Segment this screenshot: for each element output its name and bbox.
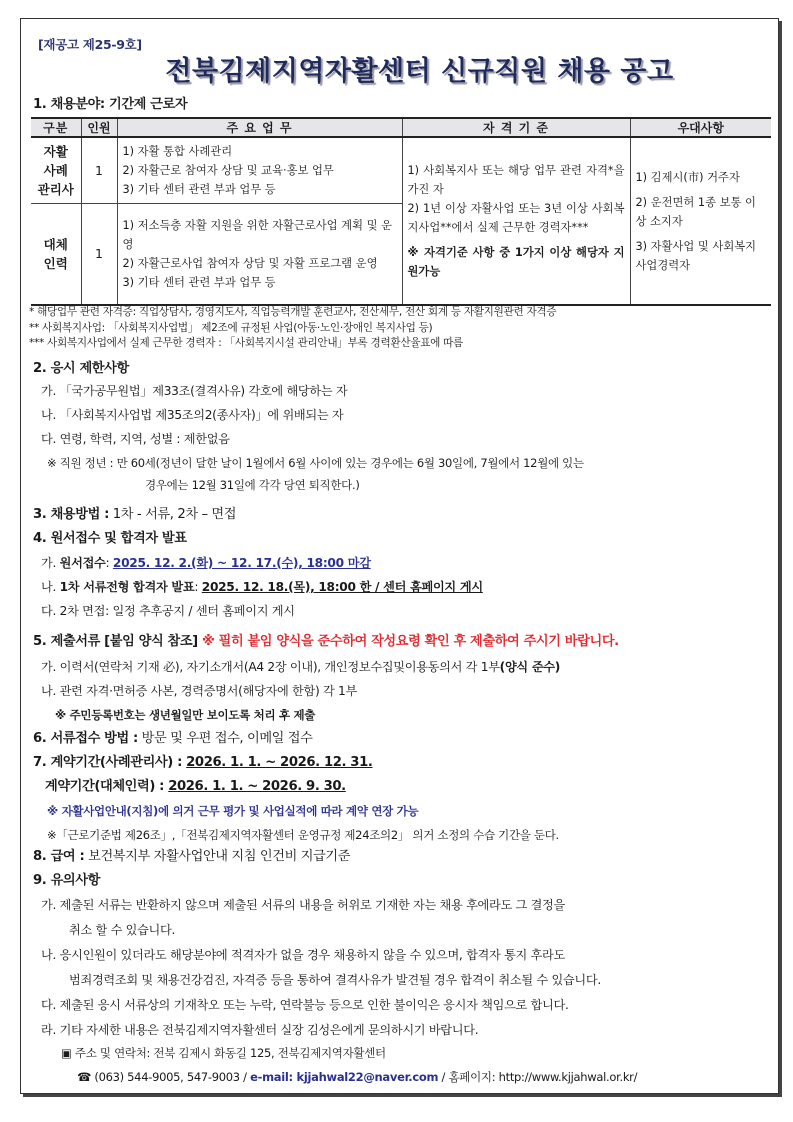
contract-extension-note: ※ 자활사업안내(지침)에 의거 근무 평가 및 사업실적에 따라 계약 연장 가능 <box>47 804 419 818</box>
category-line: 대체 <box>43 236 68 252</box>
restriction-item: 다. 연령, 학력, 지역, 성별 : 제한없음 <box>41 432 230 446</box>
salary-value: 보건복지부 자활사업안내 지침 인건비 지급기준 <box>84 849 351 864</box>
contract-period-substitute: 2026. 1. 1. ~ 2026. 9. 30. <box>168 779 346 794</box>
note-item: 나. 응시인원이 있더라도 해당분야에 적격자가 없을 경우 채용하지 않을 수 있으며, 합격자 통지 후라도 <box>41 948 566 962</box>
duty-item: 3) 기타 센터 관련 부과 업무 등 <box>122 275 276 289</box>
section-heading: 5. 제출서류 [붙임 양식 참조] <box>33 634 198 649</box>
section-heading: 7. 계약기간(사례관리사) : <box>33 755 187 770</box>
duty-item: 2) 자활근로 참여자 상담 및 교육·홍보 업무 <box>122 163 334 177</box>
qualification-note: ※ 자격기준 사항 중 1가지 이상 해당자 지원가능 <box>407 246 625 278</box>
footnotes <box>29 305 766 352</box>
table-row <box>31 137 771 203</box>
duty-item: 2) 자활근로사업 참여자 상담 및 자활 프로그램 운영 <box>122 256 378 270</box>
preferences-cell <box>630 137 771 305</box>
duties-cell <box>117 137 402 203</box>
col-header-category: 구분 <box>31 118 81 137</box>
job-table <box>31 117 771 306</box>
count-cell: 1 <box>81 137 117 203</box>
retirement-note: ※ 직원 정년 : 만 60세(정년이 달한 날이 1월에서 6월 사이에 있는 경우에는 6월 30일에, 7월에서 12월에 있는 <box>47 456 584 470</box>
qualification-item: 1) 사회복지사 또는 해당 업무 관련 자격*을 가진 자 <box>407 164 625 196</box>
note-item-cont: 범죄경력조회 및 채용건강검진, 자격증 등을 통하여 결격사유가 발견될 경우 합격이 취소될 수 있습니다. <box>69 973 601 987</box>
section-hiring-method <box>33 503 766 527</box>
section-recruitment-field <box>33 95 766 115</box>
hiring-method-value: 1차 - 서류, 2차 – 면접 <box>109 507 237 522</box>
phone-icon: ☎ <box>77 1070 92 1084</box>
category-cell <box>31 137 81 203</box>
preference-item: 2) 운전면허 1종 보통 이상 소지자 <box>635 195 756 228</box>
section-heading: 2. 응시 제한사항 <box>33 361 129 376</box>
section-documents <box>33 629 766 727</box>
email-link[interactable]: e-mail: kjjahwal22@naver.com <box>250 1070 439 1084</box>
notice-document <box>20 18 779 1094</box>
col-header-count: 인원 <box>81 118 117 137</box>
duties-cell <box>117 203 402 305</box>
section-heading: 3. 채용방법 : <box>33 507 109 522</box>
count-cell: 1 <box>81 203 117 305</box>
footnote: * 해당업무 관련 자격증: 직업상담사, 경영지도사, 직업능력개발 훈련교사, 전산세무, 전산 회계 등 자활지원관련 자격증 <box>29 306 557 318</box>
section-submission-method <box>33 727 766 751</box>
restriction-item: 나. 「사회복지사업법 제35조의2(종사자)」에 위배되는 자 <box>41 408 344 422</box>
col-header-qualifications: 자 격 기 준 <box>402 118 630 137</box>
qualification-item: 2) 1년 이상 자활사업 또는 3년 이상 사회복지사업**에서 실제 근무한 경력자*** <box>407 202 625 234</box>
phone-numbers: (063) 544-9005, 547-9003 / <box>91 1070 251 1084</box>
category-line: 인력 <box>43 255 68 271</box>
preference-item: 1) 김제시(市) 거주자 <box>635 170 740 184</box>
colon: : <box>105 556 113 570</box>
application-label: 원서접수 <box>59 556 106 570</box>
section-salary <box>33 845 766 869</box>
duty-item: 1) 자활 통합 사례관리 <box>122 144 233 158</box>
section-heading: 8. 급여 : <box>33 849 85 864</box>
section-heading: 4. 원서접수 및 합격자 발표 <box>33 531 187 546</box>
interview-info: 다. 2차 면접: 일정 추후공지 / 센터 홈페이지 게시 <box>41 604 295 618</box>
document-item: 나. 관련 자격·면허증 사본, 경력증명서(해당자에 한함) 각 1부 <box>41 684 357 698</box>
category-line: 관리사 <box>37 181 74 197</box>
contract-label-substitute: 계약기간(대체인력) : <box>45 779 169 794</box>
note-item: 다. 제출된 응시 서류상의 기재착오 또는 누락, 연락불능 등으로 인한 불이익은 응시자 책임으로 합니다. <box>41 998 569 1012</box>
item-prefix: 나. <box>41 580 60 594</box>
warning-text: ※ 필히 붙임 양식을 준수하여 작성요령 확인 후 제출하여 주시기 바랍니다. <box>197 634 619 649</box>
category-line: 사례 <box>43 162 68 178</box>
notice-number: [재공고 제25-9호] <box>38 37 142 52</box>
col-header-duties: 주 요 업 무 <box>117 118 402 137</box>
col-header-preferences: 우대사항 <box>630 118 771 137</box>
note-item-cont: 취소 할 수 있습니다. <box>69 923 176 937</box>
probation-note: ※「근로기준법 제26조」,「전북김제지역자활센터 운영규정 제24조의2」 의거 소정의 수습 기간을 둔다. <box>47 828 559 842</box>
address-text: 주소 및 연락처: 전북 김제시 화동길 125, 전북김제지역자활센터 <box>71 1046 386 1060</box>
preference-item: 3) 자활사업 및 사회복지사업경력자 <box>635 239 757 272</box>
colon: : <box>194 580 202 594</box>
submission-method-value: 방문 및 우편 접수, 이메일 접수 <box>137 731 313 746</box>
application-period: 2025. 12. 2.(화) ~ 12. 17.(수), 18:00 마감 <box>112 556 371 570</box>
contract-period-case-manager: 2026. 1. 1. ~ 2026. 12. 31. <box>186 755 373 770</box>
retirement-note-cont: 경우에는 12월 31일에 각각 당연 퇴직한다.) <box>145 478 360 492</box>
section-heading: 9. 유의사항 <box>33 873 100 888</box>
id-number-note: ※ 주민등록번호는 생년월일만 보이도록 처리 후 제출 <box>55 708 316 722</box>
category-line: 자활 <box>43 143 68 159</box>
homepage-link[interactable]: / 홈페이지: http://www.kjjahwal.or.kr/ <box>438 1070 638 1084</box>
footnote: ** 사회복지사업: 「사회복지사업법」 제2조에 규정된 사업(아동·노인·장애인 복지사업 등) <box>29 321 433 334</box>
announcement-label: 1차 서류전형 합격자 발표 <box>59 580 195 594</box>
document-item: 가. 이력서(연락처 기재 必), 자기소개서(A4 2장 이내), 개인정보수집및이용동의서 각 1부 <box>41 660 500 674</box>
duty-item: 3) 기타 센터 관련 부과 업무 등 <box>122 182 276 196</box>
section-heading: 1. 채용분야: 기간제 근로자 <box>33 97 188 112</box>
restriction-item: 가. 「국가공무원법」제33조(결격사유) 각호에 해당하는 자 <box>41 384 348 398</box>
category-cell <box>31 203 81 305</box>
note-item: 가. 제출된 서류는 반환하지 않으며 제출된 서류의 내용을 허위로 기재한 자는 채용 후에라도 그 결정을 <box>41 898 566 912</box>
announcement-date: 2025. 12. 18.(목), 18:00 한 / 센터 홈페이지 게시 <box>201 580 483 594</box>
section-contract <box>33 751 766 847</box>
note-item: 라. 기타 자세한 내용은 전북김제지역자활센터 실장 김성은에게 문의하시기 바랍니다. <box>41 1023 479 1037</box>
page-title: 전북김제지역자활센터 신규직원 채용 공고 <box>165 56 674 87</box>
table-header-row <box>31 118 771 137</box>
duty-item: 1) 저소득층 자활 지원을 위한 자활근로사업 계획 및 운영 <box>122 218 392 251</box>
section-restrictions <box>33 359 766 495</box>
section-heading: 6. 서류접수 방법 : <box>33 731 138 746</box>
qualifications-cell <box>402 137 630 305</box>
address-icon: ▣ <box>61 1046 72 1060</box>
section-notes <box>33 869 766 1043</box>
form-compliance-note: (양식 준수) <box>499 660 561 674</box>
footnote: *** 사회복지사업에서 실제 근무한 경력자 : 「사회복지시설 관리안내」부록 경력환산율표에 따름 <box>29 337 463 349</box>
contact-info <box>33 1041 766 1089</box>
section-application <box>33 527 766 623</box>
item-prefix: 가. <box>41 556 60 570</box>
